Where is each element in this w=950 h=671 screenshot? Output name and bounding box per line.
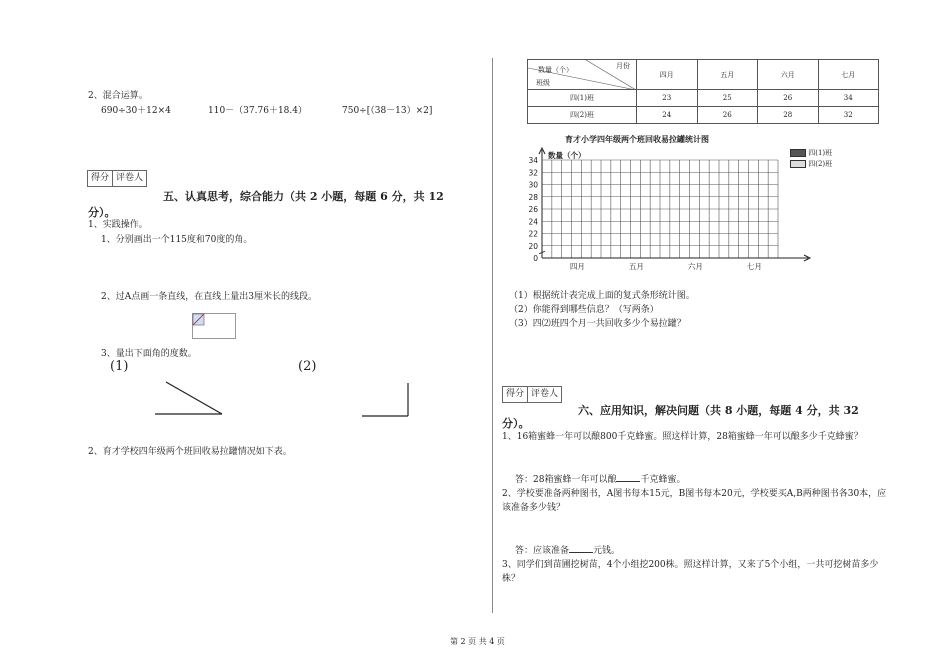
table-header-month: 七月 [818, 60, 879, 90]
chart-question-1: （1）根据统计表完成上面的复式条形统计图。 [509, 291, 695, 301]
y-tick-label: 22 [528, 229, 538, 239]
table-cell: 25 [697, 90, 758, 107]
answer-2 [515, 543, 620, 556]
x-tick-label: 四月 [569, 262, 585, 271]
y-tick-label: 32 [528, 168, 538, 178]
problem-3-line-2: 株？ [502, 574, 521, 584]
section6-title-cont: 分）。 [502, 417, 530, 430]
y-tick-label: 0 [533, 254, 538, 263]
score-label: 得分 [91, 173, 110, 183]
corner-class: 班级 [536, 79, 550, 87]
table-cell: 26 [697, 107, 758, 124]
table-header-month: 四月 [637, 60, 698, 90]
x-tick-label: 六月 [687, 262, 703, 271]
angle-1-label: (1) [110, 359, 129, 374]
legend-label-2: 四(2)班 [808, 160, 833, 168]
y-tick-label: 28 [528, 192, 538, 202]
answer-2-blank[interactable] [569, 552, 593, 553]
page-footer: 第 2 页 共 4 页 [450, 637, 505, 646]
table-row [528, 107, 879, 124]
section5-title-cont: 分）。 [88, 206, 116, 219]
angle-2-figure [360, 380, 415, 420]
legend-item-2 [790, 159, 832, 170]
table-corner-cell [528, 60, 637, 90]
table-row-label: 四(2)班 [528, 107, 637, 124]
table-cell: 24 [637, 107, 698, 124]
problem-3-line-1: 3、同学们到苗圃挖树苗，4个小组挖200株。照这样计算，又来了5个小组，一共可挖树苗多少 [502, 560, 879, 570]
reviewer-label: 评卷人 [527, 387, 561, 402]
score-box [87, 170, 147, 187]
problem-2-line-2: 该准备多少钱？ [502, 503, 566, 513]
answer-2-suffix: 元钱。 [593, 546, 621, 556]
y-tick-label: 24 [528, 217, 538, 227]
table-question: 2、育才学校四年级两个班回收易拉罐情况如下表。 [88, 447, 292, 457]
score-box [502, 386, 562, 403]
practice-item-2: 2、过A点画一条直线，在直线上量出3厘米长的线段。 [101, 292, 317, 302]
table-cell: 23 [637, 90, 698, 107]
answer-1-suffix: 千克蜂蜜。 [640, 475, 686, 485]
x-tick-label: 七月 [746, 262, 762, 271]
table-row-label: 四(1)班 [528, 90, 637, 107]
bar-chart [515, 146, 815, 276]
angle-1-figure [150, 378, 230, 418]
mixed-ops-title: 2、混合运算。 [88, 91, 148, 101]
answer-2-prefix: 答：应该准备 [515, 546, 570, 556]
score-label: 得分 [506, 389, 525, 399]
chart-question-2: （2）你能得到哪些信息？（写两条） [509, 305, 659, 315]
y-axis-label: 数量（个） [548, 151, 586, 160]
reviewer-label: 评卷人 [112, 171, 146, 186]
corner-month: 月份 [616, 62, 630, 70]
chart-title: 育才小学四年级两个班回收易拉罐统计图 [565, 134, 709, 144]
answer-1-prefix: 答：28箱蜜蜂一年可以酿 [515, 475, 617, 485]
table-cell: 28 [758, 107, 819, 124]
stats-table [527, 59, 879, 124]
section6-title: 六、应用知识，解决问题（共 8 小题，每题 4 分，共 32 [578, 404, 859, 417]
legend-swatch-1 [790, 149, 806, 157]
expression-2: 110－（37.76＋18.4） [208, 106, 307, 116]
angle-2-label: (2) [298, 359, 317, 374]
chart-legend [790, 148, 832, 170]
y-tick-label: 34 [528, 156, 538, 165]
chart-question-3: （3）四⑵班四个月一共回收多少个易拉罐？ [509, 319, 686, 329]
table-header-month: 五月 [697, 60, 758, 90]
practice-item-1: 1、分别画出一个115度和70度的角。 [101, 235, 253, 245]
practice-title: 1、实践操作。 [88, 220, 148, 230]
angle-1-ray-b [166, 382, 222, 414]
legend-swatch-2 [790, 160, 806, 168]
table-row [528, 90, 879, 107]
table-header-month: 六月 [758, 60, 819, 90]
section5-title: 五、认真思考，综合能力（共 2 小题，每题 6 分，共 12 [163, 190, 444, 203]
expression-3: 750÷[（38－13）×2] [342, 106, 433, 116]
y-tick-label: 30 [528, 180, 538, 190]
practice-item-3: 3、量出下面角的度数。 [101, 349, 197, 359]
legend-label-1: 四(1)班 [808, 149, 833, 157]
x-tick-label: 五月 [628, 262, 644, 271]
expression-1: 690÷30＋12×4 [101, 106, 171, 116]
problem-2-line-1: 2、学校要准备两种图书，A图书每本15元，B图书每本20元，学校要买A,B两种图书各30本，应 [502, 489, 887, 499]
column-divider [492, 58, 493, 613]
legend-item-1 [790, 148, 832, 159]
table-cell: 34 [818, 90, 879, 107]
table-cell: 32 [818, 107, 879, 124]
y-tick-label: 20 [528, 241, 538, 251]
problem-1: 1、16箱蜜蜂一年可以酿800千克蜂蜜。照这样计算，28箱蜜蜂一年可以酿多少千克蜂蜜？ [502, 432, 863, 442]
answer-1 [515, 472, 685, 485]
answer-1-blank[interactable] [616, 481, 640, 482]
corner-quantity: 数量（个） [538, 66, 573, 74]
y-tick-label: 26 [528, 205, 538, 214]
point-a-figure [192, 313, 237, 340]
table-cell: 26 [758, 90, 819, 107]
